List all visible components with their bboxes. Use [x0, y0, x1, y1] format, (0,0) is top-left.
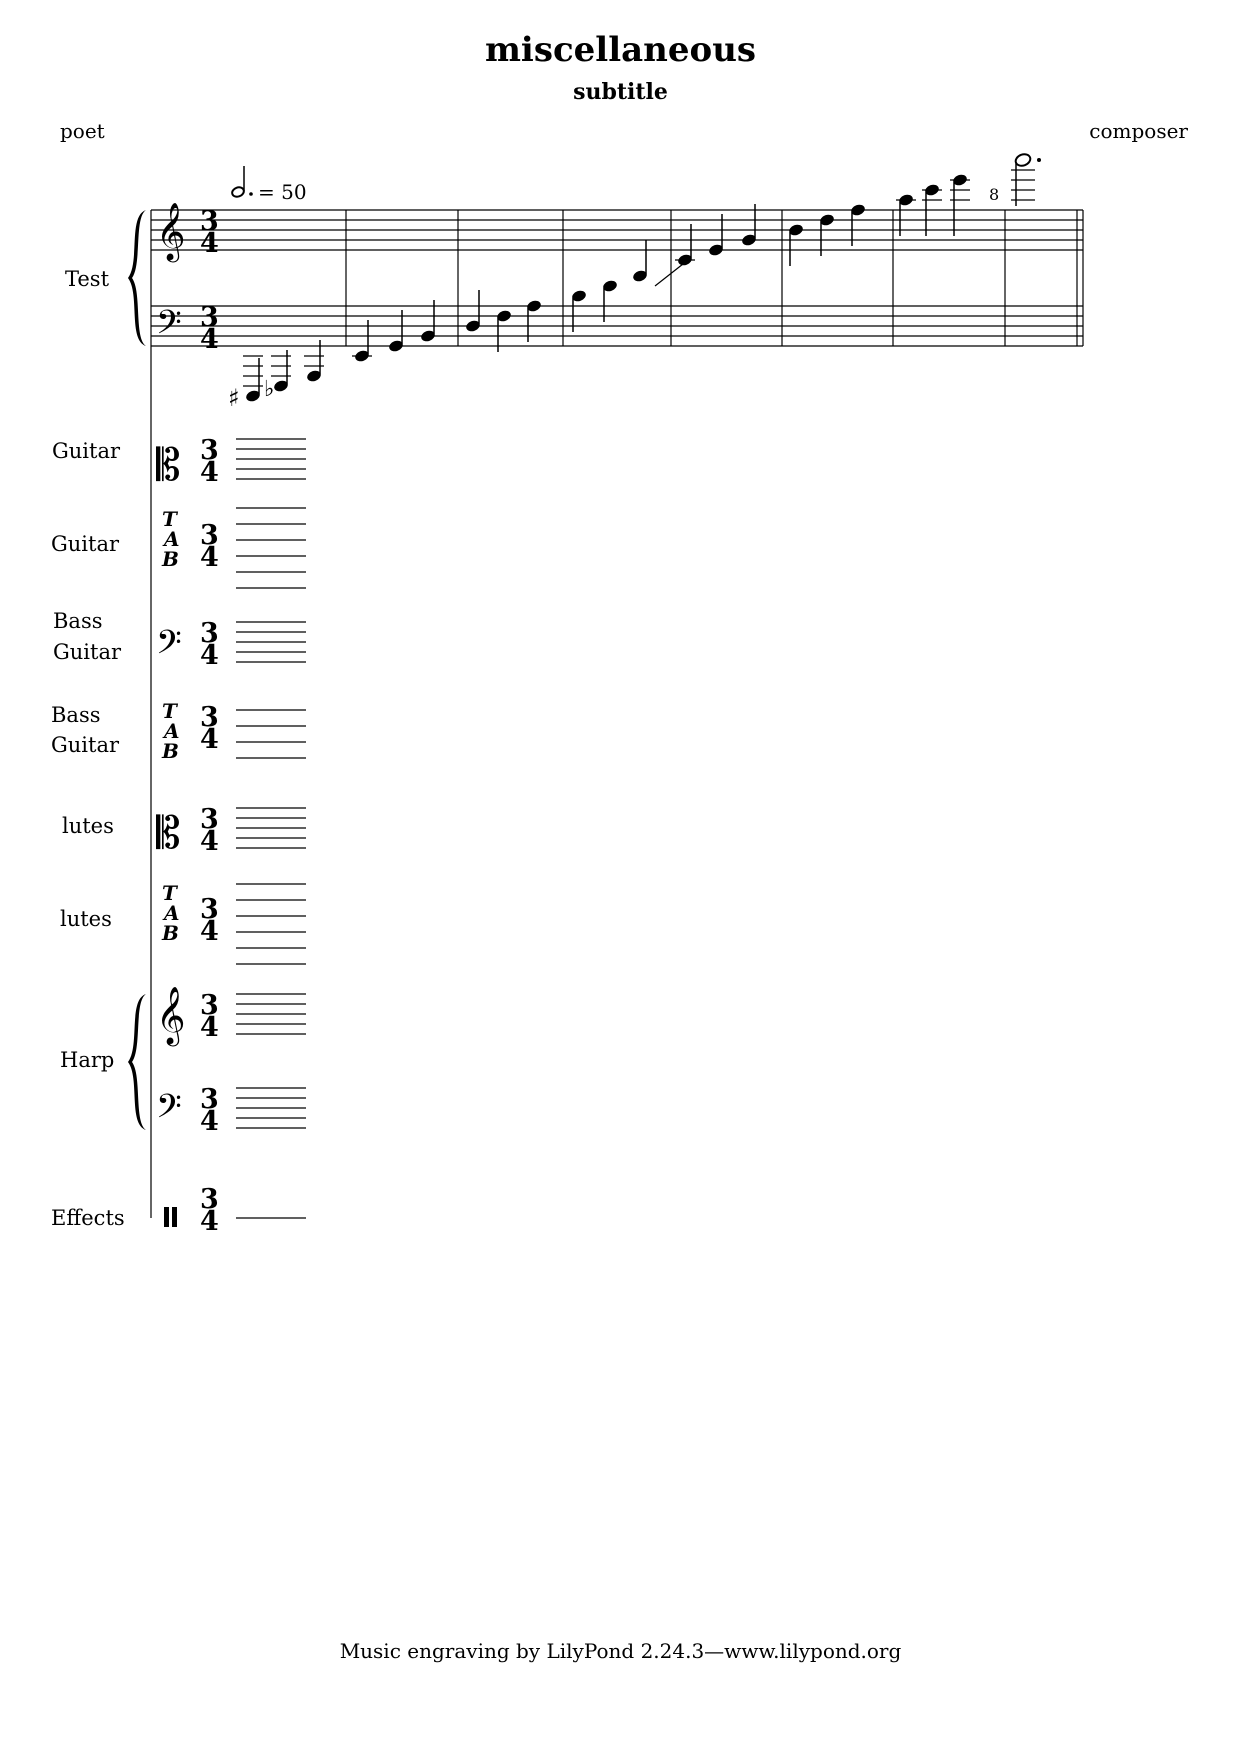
notes: [228, 152, 1041, 412]
svg-text:A: A: [164, 901, 180, 925]
svg-text:3: 3: [200, 206, 219, 237]
test-treble-staff: [151, 210, 1083, 250]
bass-clef-icon: 𝄢: [156, 1088, 182, 1134]
svg-text:B: B: [162, 739, 179, 763]
treble-clef-icon: 𝄞: [156, 986, 186, 1044]
svg-text:3: 3: [200, 1184, 219, 1215]
percussion-clef-icon: [164, 1207, 177, 1227]
staff-label-harp: Harp: [60, 1048, 115, 1072]
svg-text:3: 3: [200, 804, 219, 835]
svg-text:4: 4: [200, 1012, 219, 1043]
tab-clef-icon: [161, 699, 180, 763]
svg-text:T: T: [162, 881, 177, 905]
bass-guitar-staff: [236, 622, 306, 662]
svg-text:3: 3: [200, 520, 219, 551]
bass-clef-icon: 𝄢: [156, 624, 182, 670]
svg-text:4: 4: [200, 826, 219, 857]
svg-text:4: 4: [200, 228, 219, 259]
svg-text:B: B: [162, 547, 179, 571]
svg-text:4: 4: [200, 542, 219, 573]
svg-text:B: B: [162, 921, 179, 945]
staff-label-guitar-tab: Guitar: [51, 532, 120, 556]
bass-guitar-tab-staff: [236, 710, 306, 758]
harp-brace: [128, 994, 146, 1130]
svg-text:3: 3: [200, 894, 219, 925]
poet-credit: poet: [60, 119, 105, 143]
staff-label-guitar: Guitar: [52, 439, 121, 463]
svg-text:3: 3: [200, 1084, 219, 1115]
test-brace: [128, 210, 146, 346]
guitar-tab-staff: [236, 508, 306, 588]
svg-text:A: A: [164, 719, 180, 743]
harp-bass-staff: [236, 1088, 306, 1128]
score-title: miscellaneous: [484, 30, 757, 70]
svg-text:4: 4: [200, 916, 219, 947]
staff-label-bass-tab-line1: Bass: [51, 703, 101, 727]
svg-text:3: 3: [200, 702, 219, 733]
sharp-icon: ♯: [228, 384, 240, 412]
svg-text:4: 4: [200, 324, 219, 355]
staff-label-lutes-tab: lutes: [60, 907, 112, 931]
staff-label-bass-guitar-line1: Bass: [53, 609, 103, 633]
lutes-staff: [236, 808, 306, 848]
alto-clef-icon: 𝄡: [156, 808, 181, 859]
flat-icon: ♭: [264, 377, 275, 402]
svg-text:T: T: [162, 507, 177, 531]
alto-clef-icon: 𝄡: [156, 440, 181, 491]
time-signature: [200, 206, 219, 1237]
svg-text:3: 3: [200, 302, 219, 333]
tab-clef-icon: [161, 881, 180, 945]
staff-label-bass-guitar-line2: Guitar: [53, 640, 122, 664]
svg-text:3: 3: [200, 435, 219, 466]
svg-text:4: 4: [200, 457, 219, 488]
engraving-footer: Music engraving by LilyPond 2.24.3—www.lilypond.org: [339, 1639, 902, 1663]
svg-text:4: 4: [200, 724, 219, 755]
composer-credit: composer: [1089, 119, 1188, 143]
svg-text:4: 4: [200, 640, 219, 671]
test-bass-staff: [151, 306, 1083, 346]
staff-label-test: Test: [65, 267, 110, 291]
svg-text:= 50: = 50: [258, 180, 307, 204]
svg-text:A: A: [164, 527, 180, 551]
staff-label-lutes: lutes: [62, 814, 114, 838]
staff-label-effects: Effects: [51, 1206, 125, 1230]
tab-clef-icon: [161, 507, 180, 571]
treble-clef-icon: 𝄞: [156, 202, 186, 260]
svg-text:3: 3: [200, 990, 219, 1021]
lutes-tab-staff: [236, 884, 306, 964]
ottava-mark: 8: [989, 185, 1000, 204]
svg-text:4: 4: [200, 1206, 219, 1237]
bass-clef-icon: 𝄢: [156, 304, 182, 350]
guitar-staff: [236, 439, 306, 479]
score-subtitle: subtitle: [573, 79, 668, 105]
tempo-mark: [231, 166, 307, 204]
staff-label-bass-tab-line2: Guitar: [51, 733, 120, 757]
svg-text:4: 4: [200, 1106, 219, 1137]
svg-text:3: 3: [200, 618, 219, 649]
harp-treble-staff: [236, 994, 306, 1034]
svg-text:T: T: [162, 699, 177, 723]
